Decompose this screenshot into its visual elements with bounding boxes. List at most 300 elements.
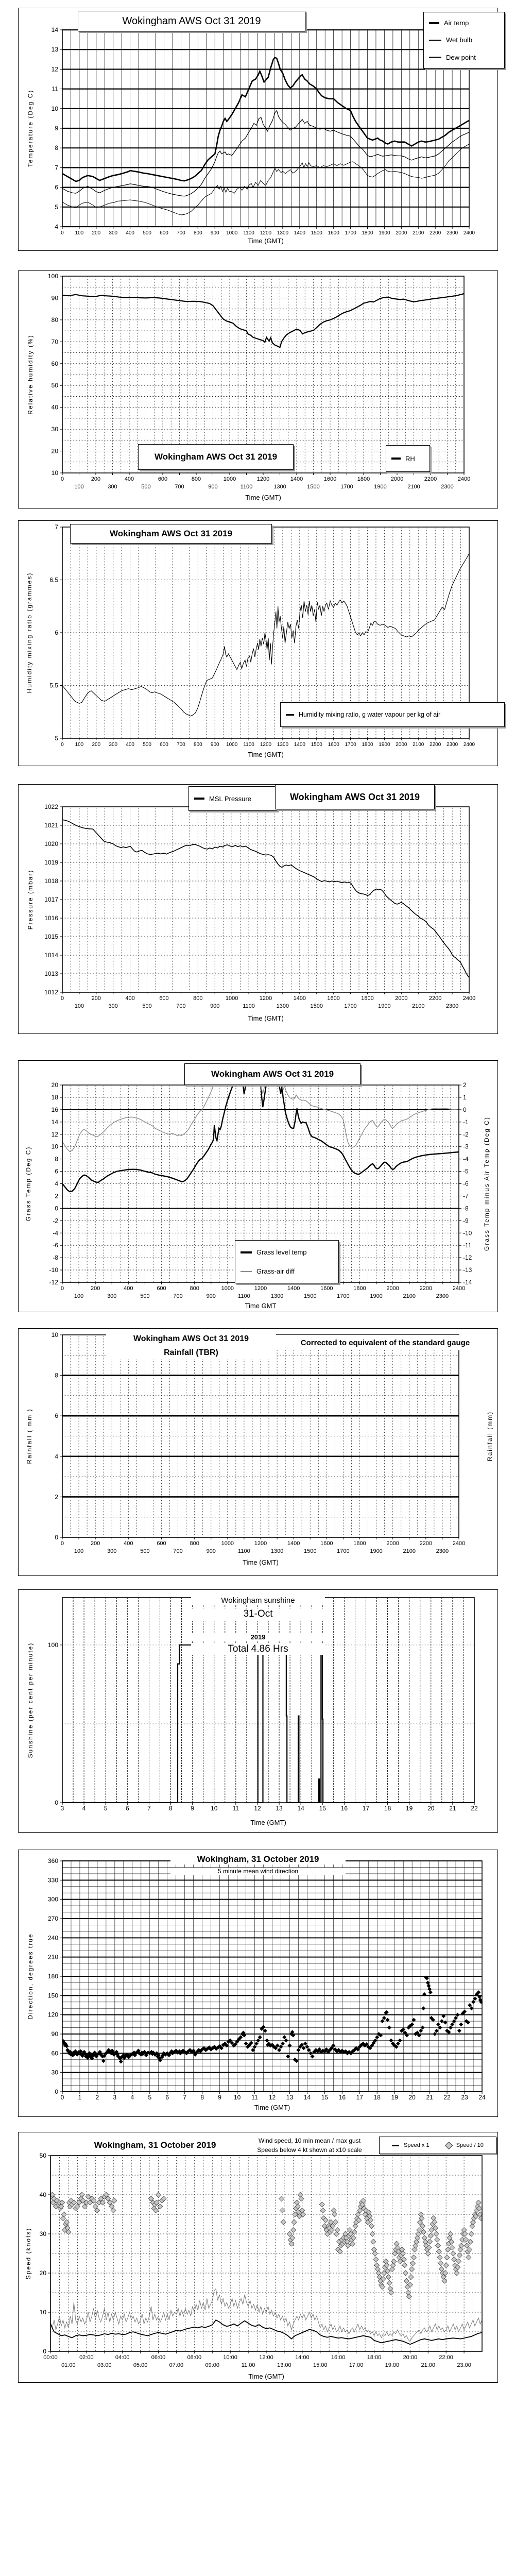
svg-text:1015: 1015: [44, 933, 58, 940]
sunshine-svg: [19, 1590, 497, 1832]
svg-text:-1: -1: [463, 1118, 469, 1126]
sunshine-total: Total 4.86 Hrs: [191, 1643, 325, 1655]
legend-label: Wet bulb: [446, 36, 473, 44]
chart-title: Wokingham AWS Oct 31 2019: [138, 444, 294, 470]
legend-label: Air temp: [444, 19, 469, 27]
svg-text:0: 0: [60, 2094, 64, 2101]
svg-text:14:00: 14:00: [295, 2354, 310, 2361]
svg-text:10: 10: [51, 105, 58, 112]
svg-text:100: 100: [47, 273, 58, 280]
svg-text:1800: 1800: [361, 995, 374, 1002]
svg-text:3: 3: [60, 1805, 64, 1812]
y-axis-title: Sunshine (per cent per minute): [27, 1642, 34, 1758]
svg-text:17: 17: [362, 1805, 370, 1812]
svg-text:90: 90: [51, 2030, 58, 2038]
svg-text:5: 5: [148, 2094, 152, 2101]
svg-text:2300: 2300: [436, 1293, 449, 1299]
x-axis-title: Time (GMT): [248, 237, 284, 245]
svg-text:12:00: 12:00: [259, 2354, 273, 2361]
svg-text:1700: 1700: [340, 484, 353, 490]
svg-text:19: 19: [391, 2094, 398, 2101]
svg-text:17:00: 17:00: [349, 2362, 364, 2368]
svg-text:100: 100: [74, 484, 84, 490]
svg-text:23: 23: [461, 2094, 468, 2101]
svg-text:1900: 1900: [370, 1293, 383, 1299]
svg-text:800: 800: [190, 1540, 199, 1547]
svg-text:03:00: 03:00: [97, 2362, 112, 2368]
svg-text:13: 13: [276, 1805, 283, 1812]
legend-label: Speed / 10: [456, 2142, 484, 2148]
chart-title-line1: Wokingham AWS Oct 31 2019: [106, 1332, 276, 1346]
legend-item: [241, 1267, 333, 1275]
svg-text:1900: 1900: [379, 230, 390, 236]
svg-text:3: 3: [113, 2094, 117, 2101]
svg-text:1900: 1900: [378, 1003, 391, 1009]
svg-text:20: 20: [39, 2269, 46, 2277]
svg-text:700: 700: [176, 1003, 186, 1009]
svg-text:14: 14: [303, 2094, 311, 2101]
svg-text:800: 800: [193, 995, 203, 1002]
svg-text:22: 22: [443, 2094, 451, 2101]
svg-text:0: 0: [60, 995, 64, 1002]
svg-text:180: 180: [47, 1973, 58, 1980]
mixing-ratio-line-icon: [286, 714, 294, 716]
svg-text:700: 700: [175, 484, 184, 490]
svg-text:30: 30: [39, 2230, 46, 2238]
svg-text:11: 11: [251, 2094, 258, 2101]
svg-text:1200: 1200: [260, 230, 272, 236]
svg-text:21: 21: [449, 1805, 456, 1812]
svg-text:8: 8: [55, 1371, 58, 1379]
svg-text:1400: 1400: [287, 1540, 300, 1547]
speed-line-icon: [392, 2145, 399, 2146]
svg-text:14: 14: [297, 1805, 304, 1812]
svg-text:900: 900: [210, 1003, 220, 1009]
legend: [235, 1240, 339, 1283]
svg-text:01:00: 01:00: [61, 2362, 76, 2368]
svg-text:1400: 1400: [287, 1285, 300, 1292]
svg-text:1900: 1900: [370, 1548, 383, 1554]
svg-text:-6: -6: [463, 1180, 469, 1188]
svg-text:1400: 1400: [294, 742, 305, 748]
svg-text:240: 240: [47, 1934, 58, 1942]
svg-text:300: 300: [109, 742, 118, 748]
svg-text:400: 400: [124, 476, 134, 482]
svg-text:2200: 2200: [430, 230, 441, 236]
svg-text:-14: -14: [463, 1279, 472, 1286]
chart-panel-sunshine: [18, 1589, 498, 1833]
legend-label: MSL Pressure: [209, 794, 251, 803]
svg-text:300: 300: [107, 1293, 117, 1299]
svg-text:0: 0: [61, 742, 64, 748]
svg-text:21:00: 21:00: [421, 2362, 436, 2368]
wind-direction-subtitle: 5 minute mean wind direction: [170, 1868, 346, 1875]
svg-text:900: 900: [210, 230, 219, 236]
svg-text:600: 600: [158, 476, 168, 482]
svg-text:2400: 2400: [463, 230, 475, 236]
svg-text:2300: 2300: [446, 742, 458, 748]
svg-text:13:00: 13:00: [277, 2362, 291, 2368]
dew-point-line-icon: [429, 57, 441, 58]
legend-item: [286, 711, 499, 718]
svg-text:4: 4: [55, 1180, 58, 1188]
svg-text:700: 700: [173, 1293, 183, 1299]
svg-text:13: 13: [51, 46, 58, 54]
legend-item: [429, 36, 499, 44]
svg-text:-4: -4: [463, 1155, 469, 1163]
svg-text:15: 15: [321, 2094, 329, 2101]
svg-text:4: 4: [130, 2094, 134, 2101]
x-axis-title: Time (GMT): [248, 1014, 284, 1022]
svg-text:1600: 1600: [320, 1285, 333, 1292]
svg-text:20: 20: [408, 2094, 416, 2101]
svg-text:600: 600: [157, 1285, 166, 1292]
svg-text:1500: 1500: [310, 1003, 323, 1009]
svg-text:-9: -9: [463, 1217, 469, 1225]
svg-text:7: 7: [147, 1805, 151, 1812]
svg-text:19:00: 19:00: [385, 2362, 400, 2368]
svg-text:0: 0: [463, 1106, 467, 1113]
svg-text:20: 20: [427, 1805, 435, 1812]
svg-text:6: 6: [55, 1412, 58, 1420]
svg-text:360: 360: [47, 1857, 58, 1865]
svg-text:100: 100: [74, 1293, 84, 1299]
chart-panel-wind-speed: [18, 2132, 498, 2383]
svg-text:10: 10: [233, 2094, 241, 2101]
svg-text:1800: 1800: [362, 230, 373, 236]
svg-text:1600: 1600: [327, 995, 340, 1002]
svg-text:12: 12: [51, 65, 58, 73]
svg-text:70: 70: [51, 338, 58, 346]
svg-text:1014: 1014: [44, 952, 58, 959]
svg-text:1300: 1300: [270, 1548, 284, 1554]
svg-text:600: 600: [160, 742, 168, 748]
chart-panel-pressure: [18, 784, 498, 1034]
svg-text:1500: 1500: [311, 230, 322, 236]
svg-text:13: 13: [286, 2094, 294, 2101]
svg-text:2200: 2200: [424, 476, 437, 482]
svg-text:900: 900: [206, 1293, 216, 1299]
svg-text:400: 400: [126, 742, 135, 748]
svg-text:200: 200: [91, 995, 101, 1002]
svg-text:2300: 2300: [436, 1548, 449, 1554]
svg-text:9: 9: [191, 1805, 194, 1812]
svg-text:9: 9: [55, 125, 58, 132]
y-axis-title: Rainfall ( mm ): [26, 1408, 33, 1464]
svg-text:900: 900: [206, 1548, 216, 1554]
legend-item: [429, 19, 499, 27]
svg-text:5: 5: [55, 203, 58, 211]
svg-text:2200: 2200: [419, 1540, 433, 1547]
svg-text:1100: 1100: [243, 230, 254, 236]
svg-text:300: 300: [107, 1548, 117, 1554]
svg-text:6: 6: [125, 1805, 129, 1812]
svg-text:800: 800: [193, 742, 202, 748]
svg-text:2300: 2300: [441, 484, 454, 490]
svg-text:15: 15: [319, 1805, 326, 1812]
rh-line-icon: [391, 457, 401, 460]
svg-text:1600: 1600: [328, 230, 339, 236]
chart-note: Corrected to equivalent of the standard gauge: [275, 1335, 495, 1350]
svg-text:1500: 1500: [311, 742, 322, 748]
sunshine-title: Wokingham sunshine: [191, 1596, 325, 1605]
svg-text:300: 300: [108, 484, 117, 490]
svg-text:200: 200: [90, 1285, 100, 1292]
svg-text:200: 200: [91, 476, 101, 482]
svg-text:1019: 1019: [44, 859, 58, 866]
svg-text:18: 18: [373, 2094, 381, 2101]
chart-panel-rainfall: [18, 1328, 498, 1576]
legend: [188, 786, 277, 811]
svg-text:100: 100: [74, 1003, 84, 1009]
svg-text:30: 30: [51, 426, 58, 433]
svg-text:800: 800: [190, 1285, 199, 1292]
svg-text:18: 18: [51, 1093, 58, 1101]
svg-text:400: 400: [124, 1540, 133, 1547]
svg-text:1200: 1200: [254, 1285, 267, 1292]
wind-direction-title: Wokingham, 31 October 2019: [170, 1854, 346, 1865]
svg-text:500: 500: [142, 1003, 152, 1009]
svg-text:2: 2: [55, 1493, 58, 1501]
legend-label: Humidity mixing ratio, g water vapour per kg of air: [299, 711, 441, 718]
svg-text:1900: 1900: [379, 742, 390, 748]
svg-text:18: 18: [384, 1805, 391, 1812]
rainfall-chart: [19, 1329, 497, 1575]
svg-text:1700: 1700: [337, 1548, 350, 1554]
svg-text:10: 10: [51, 1331, 58, 1338]
svg-text:1022: 1022: [44, 803, 58, 810]
svg-text:2000: 2000: [395, 995, 408, 1002]
svg-text:90: 90: [51, 294, 58, 302]
svg-text:500: 500: [143, 742, 151, 748]
legend: [280, 702, 505, 727]
svg-text:-8: -8: [463, 1205, 469, 1212]
svg-text:2100: 2100: [403, 1548, 416, 1554]
svg-text:1017: 1017: [44, 896, 58, 903]
chart-title: Wokingham AWS Oct 31 2019: [275, 785, 435, 809]
svg-text:2100: 2100: [407, 484, 420, 490]
svg-text:-11: -11: [463, 1242, 472, 1249]
svg-text:100: 100: [75, 230, 84, 236]
svg-text:12: 12: [268, 2094, 276, 2101]
svg-text:1000: 1000: [223, 476, 236, 482]
svg-text:0: 0: [43, 2348, 46, 2355]
svg-text:800: 800: [193, 230, 202, 236]
y-axis-title: Humidity mixing ratio (grammes): [26, 572, 33, 693]
y-axis-title: Grass Temp (Deg C): [25, 1146, 32, 1222]
svg-text:1100: 1100: [240, 484, 253, 490]
svg-text:200: 200: [92, 742, 101, 748]
svg-text:-2: -2: [463, 1130, 469, 1138]
svg-text:02:00: 02:00: [79, 2354, 94, 2361]
chart-title-line2: Rainfall (TBR): [106, 1346, 276, 1360]
svg-text:4: 4: [55, 1452, 58, 1460]
svg-text:2000: 2000: [396, 742, 407, 748]
chart-panel-wind-direction: [18, 1850, 498, 2117]
legend-item: [194, 795, 271, 803]
svg-text:-12: -12: [49, 1279, 58, 1286]
legend-label: RH: [405, 454, 415, 463]
svg-text:6: 6: [55, 183, 58, 191]
svg-text:16: 16: [338, 2094, 346, 2101]
svg-text:5.5: 5.5: [49, 682, 58, 689]
svg-text:-8: -8: [53, 1254, 58, 1262]
legend-label: Speed x 1: [404, 2142, 430, 2148]
svg-text:1800: 1800: [357, 476, 370, 482]
svg-text:10:00: 10:00: [223, 2354, 237, 2361]
svg-text:1600: 1600: [323, 476, 337, 482]
svg-text:60: 60: [51, 2049, 58, 2057]
svg-text:0: 0: [60, 476, 64, 482]
sunshine-date: 31-Oct: [191, 1608, 325, 1620]
chart-panel-grass-temp: [18, 1060, 498, 1312]
svg-text:270: 270: [47, 1915, 58, 1922]
svg-text:2: 2: [55, 1192, 58, 1200]
grass-air-diff-line-icon: [241, 1271, 252, 1272]
wind-speed-subtitle2: Speeds below 4 kt shown at x10 scale: [245, 2145, 374, 2155]
svg-text:2000: 2000: [386, 1540, 399, 1547]
svg-text:00:00: 00:00: [43, 2354, 58, 2361]
relative-humidity-chart: [19, 271, 497, 508]
svg-text:800: 800: [191, 476, 201, 482]
svg-text:-4: -4: [53, 1229, 58, 1237]
chart-panel-temperature: [18, 8, 498, 251]
svg-text:22: 22: [471, 1805, 478, 1812]
legend: [379, 2137, 496, 2154]
svg-text:500: 500: [140, 1548, 150, 1554]
svg-text:30: 30: [51, 2069, 58, 2076]
svg-text:14: 14: [51, 26, 58, 33]
y-axis-title: Relative humidity (%): [27, 334, 34, 415]
svg-text:12: 12: [254, 1805, 261, 1812]
svg-text:11: 11: [232, 1805, 239, 1812]
svg-text:-7: -7: [463, 1192, 469, 1200]
svg-text:-10: -10: [463, 1229, 472, 1237]
svg-text:100: 100: [74, 1548, 84, 1554]
svg-text:14: 14: [51, 1118, 58, 1126]
svg-text:20: 20: [51, 447, 58, 455]
x-axis-title: Time (GMT): [248, 2372, 284, 2380]
svg-text:10: 10: [211, 1805, 218, 1812]
svg-text:1500: 1500: [307, 484, 320, 490]
humidity-mixing-ratio-svg: [19, 521, 497, 766]
svg-text:2400: 2400: [463, 742, 475, 748]
x-axis-title: Time GMT: [245, 1302, 277, 1310]
svg-text:900: 900: [208, 484, 218, 490]
svg-text:05:00: 05:00: [133, 2362, 148, 2368]
svg-text:1700: 1700: [345, 742, 356, 748]
wind-direction-chart: [19, 1850, 497, 2116]
y-axis-title: Direction, degrees true: [27, 1933, 34, 2020]
chart-panel-mixing-ratio: [18, 520, 498, 766]
svg-text:24: 24: [478, 2094, 486, 2101]
svg-text:600: 600: [157, 1540, 166, 1547]
svg-text:-2: -2: [53, 1217, 58, 1225]
svg-text:10: 10: [51, 469, 58, 477]
svg-text:17: 17: [356, 2094, 363, 2101]
series-RH: [62, 294, 464, 347]
svg-text:0: 0: [55, 1534, 58, 1541]
svg-text:10: 10: [39, 2309, 46, 2316]
svg-text:1020: 1020: [44, 840, 58, 848]
svg-text:1200: 1200: [259, 995, 272, 1002]
svg-text:-3: -3: [463, 1143, 469, 1150]
svg-text:6: 6: [165, 2094, 169, 2101]
svg-text:9: 9: [218, 2094, 221, 2101]
svg-text:06:00: 06:00: [151, 2354, 166, 2361]
y2-axis-title: Rainfall (mm): [486, 1411, 493, 1462]
svg-text:1800: 1800: [353, 1285, 366, 1292]
x-axis-title: Time (GMT): [245, 494, 281, 501]
svg-text:1000: 1000: [226, 230, 238, 236]
sunshine-chart: [19, 1590, 497, 1832]
legend-label: Grass-air diff: [256, 1267, 295, 1275]
svg-text:40: 40: [39, 2191, 46, 2198]
wet-bulb-line-icon: [429, 40, 441, 41]
svg-text:-13: -13: [463, 1266, 472, 1274]
svg-text:1100: 1100: [243, 1003, 255, 1009]
svg-text:700: 700: [173, 1548, 183, 1554]
svg-text:4: 4: [82, 1805, 86, 1812]
svg-text:-5: -5: [463, 1167, 469, 1175]
svg-text:8: 8: [200, 2094, 204, 2101]
legend: [423, 12, 505, 69]
svg-text:1100: 1100: [238, 1548, 250, 1554]
svg-text:2400: 2400: [452, 1540, 466, 1547]
svg-text:2400: 2400: [462, 995, 476, 1002]
svg-text:1900: 1900: [374, 484, 387, 490]
svg-text:10: 10: [51, 1143, 58, 1150]
pressure-line-icon: [194, 798, 204, 800]
svg-text:8: 8: [169, 1805, 173, 1812]
svg-text:100: 100: [47, 1641, 58, 1649]
svg-text:1018: 1018: [44, 877, 58, 885]
svg-text:8: 8: [55, 1155, 58, 1163]
svg-text:400: 400: [124, 1285, 133, 1292]
svg-text:120: 120: [47, 2011, 58, 2019]
svg-text:1300: 1300: [270, 1293, 284, 1299]
y2-axis-title: Grass Temp minus Air Temp (Deg C): [483, 1116, 490, 1251]
svg-text:07:00: 07:00: [169, 2362, 184, 2368]
svg-text:2000: 2000: [396, 230, 407, 236]
y-axis-title: Speed (knots): [25, 2227, 32, 2280]
svg-text:0: 0: [55, 1205, 58, 1212]
svg-text:1012: 1012: [44, 989, 58, 996]
svg-text:1200: 1200: [254, 1540, 267, 1547]
svg-text:1400: 1400: [294, 230, 305, 236]
svg-text:2200: 2200: [428, 995, 442, 1002]
grass-temp-line-icon: [241, 1251, 252, 1253]
air-temp-line-icon: [429, 22, 439, 24]
svg-text:-10: -10: [49, 1266, 58, 1274]
svg-text:2100: 2100: [413, 230, 424, 236]
mixing-ratio-chart: [19, 521, 497, 766]
svg-text:16: 16: [340, 1805, 348, 1812]
svg-text:09:00: 09:00: [205, 2362, 220, 2368]
svg-text:4: 4: [55, 223, 58, 230]
chart-panel-relative-humidity: [18, 270, 498, 509]
svg-text:210: 210: [47, 1953, 58, 1961]
svg-text:22:00: 22:00: [439, 2354, 453, 2361]
svg-text:0: 0: [60, 1285, 64, 1292]
svg-text:2100: 2100: [403, 1293, 416, 1299]
svg-text:600: 600: [160, 230, 168, 236]
svg-text:2200: 2200: [419, 1285, 433, 1292]
svg-text:11: 11: [52, 85, 58, 93]
svg-text:1600: 1600: [320, 1540, 333, 1547]
wind-direction-svg: [19, 1850, 497, 2116]
svg-text:12: 12: [51, 1130, 58, 1138]
